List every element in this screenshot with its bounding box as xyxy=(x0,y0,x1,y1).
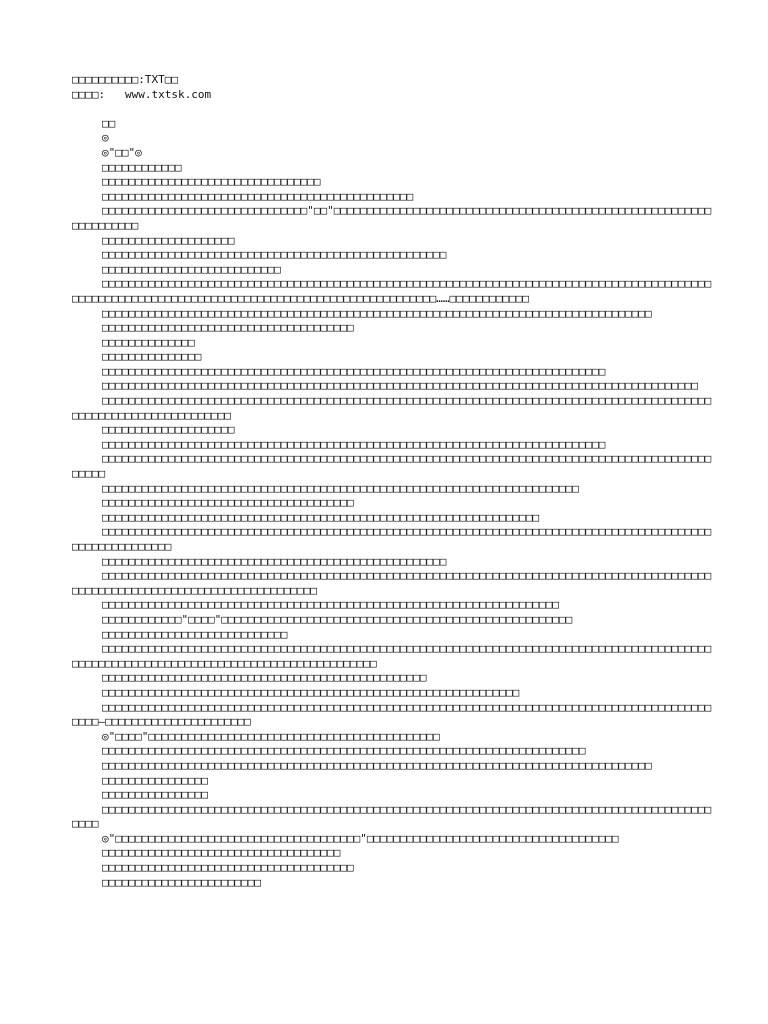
paragraph: □□□□□□□□□□□□"□□□□"□□□□□□□□□□□□□□□□□□□□□□□□□□□□□□□□□□□□□□□□□□□□□□□□□□□□□ xyxy=(102,612,573,626)
paragraph: □□□□□□□□□□□□□□□□□□□□□□□□□□□□□□□□□□□□□□□□□□□□□□□□□□□□□□□□□□□□□□□□□□□□□□□□□□□□□□□□□□□□□□□□□□□□□□□□□□□□□□□□□□□□□□□□□□□□□□□□□□□□□□□□□□□□□□□□□□ xyxy=(72,642,712,670)
paragraph: ◎"□□"◎ xyxy=(102,145,142,159)
paragraph: □□□□□□□□□□□□□□□□□□□□□□□□□□□□□□□□□□□□□□□□□□□□□□□□□□□□□□□□□□□□□□□□□□□□□□□□□□□□□□□□□□□□□□□□□□□□□□□□□ xyxy=(72,452,712,481)
paragraph: ◎"□□□□□□□□□□□□□□□□□□□□□□□□□□□□□□□□□□□□□"□□□□□□□□□□□□□□□□□□□□□□□□□□□□□□□□□□□□□□ xyxy=(102,831,619,845)
website-line: □□□□: www.txtsk.com xyxy=(72,87,212,101)
paragraph: □□□□□□□□□□□□ xyxy=(102,160,182,174)
paragraph: □□□□□□□□□□□□□□□□□□□□□□□□□□□□□□□□□□□□□□□□□□□□□□□□□□□□□□□□□□□□□□□ xyxy=(102,685,520,699)
paragraph: □□□□□□□□□□□□□□□□ xyxy=(102,773,208,787)
paragraph: □□□□□□□□□□□□□□□□□□□□□□□□□□□□□□□□□□□□□□□□□□□□□□□□□□□□□□□□□□□□□□□□□□□□□□□□□□□□□□□□□□□□□□□□□□□□□□□□□□□□□□□□□□□ xyxy=(72,525,712,553)
paragraph: □□□□□□□□□□□□□□□□□□□□□□□□□□□□□□□□□□□□□□□□□□□□□□□ xyxy=(102,189,414,203)
paragraph: □□□□□□□□□□□□□□□□□□□□□□□□□□□□□□□□□□□□□□□□□□□□□□□□□□□□ xyxy=(102,554,447,568)
paragraph: □□□□□□□□□□□□□□□□□□□□□□□□□□□□□□□□□□□□□□□□□□□□□□□□□□□□□□□□□□□□□□□□□□□□□□□□□ xyxy=(102,744,586,758)
paragraph: □□□□□□□□□□□□□□□□□□□□□□□□□□□□ xyxy=(102,627,288,641)
paragraph: □□□□□□□□□□□□□□□□□□□□□□□□□□□□□□□□□□□□□□ xyxy=(102,321,354,335)
paragraph: ◎ xyxy=(102,131,109,145)
paragraph: □□□□□□□□□□□□□□□□□□□□□□□□□□□ xyxy=(102,262,281,276)
paragraph: □□□□□□□□□□□□□□□□□□□□□□□□□□□□□□□□□□□□□□□□□□□□□□□□□□□□□□□□□□□□□□□□□□□□□□□□ xyxy=(102,481,579,495)
paragraph: □□□□□□□□□□□□□□□□□□□□□□□□□□□□□□□□□□□□□□□□□□□□□□□□□□□□□□□□□□□□□□□□□□□□□□□□□□□□ xyxy=(102,364,606,378)
paragraph: □□□□□□□□□□□□□□□□□□□□□□□□□□□□□□□□□ xyxy=(102,175,321,189)
paragraph: □□□□□□□□□□□□□□□□□□□□□□□□□□□□□□□□□□□□□□ xyxy=(102,496,354,510)
paragraph: □□□□□□□□□□□□□□□□□□□□□□□□□□□□□□□□□□□□□□□□□□□□□□□□□□□□□□□□□□□□□□□□□□□□□□□□□□□□□□□□□□□ xyxy=(102,758,652,772)
paragraph: □□□□□□□□□□□□□□□ xyxy=(102,350,202,364)
paragraph: □□□□□□□□□□□□□□ xyxy=(102,335,195,349)
paragraph: □□□□□□□□□□□□□□□□□□□□□□□□□□□□□□□"□□"□□□□□□□□□□□□□□□□□□□□□□□□□□□□□□□□□□□□□□□□□□□□□□□□□□□□□□□□□□□□□□□□□□□ xyxy=(72,204,712,232)
paragraph: □□□□□□□□□□□□□□□□□□□□ xyxy=(102,423,235,437)
paragraph: □□□□□□□□□□□□□□□□□□□□□□□□□□□□□□□□□□□□□□□□□□□□□□□□□□□□ xyxy=(102,248,447,262)
paragraph: □□□□□□□□□□□□□□□□□□□□□□□□□□□□□□□□□□□□ xyxy=(102,846,341,860)
paragraph: □□□□□□□□□□□□□□□□□□□□□□□□□□□□□□□□□□□□□□□□□□□□□□□□□□□□□□□□□□□□□□□□□□□□□ xyxy=(102,598,559,612)
paragraph: □□ xyxy=(102,116,116,130)
paragraph: □□□□□□□□□□□□□□□□□□□□□□□□□□□□□□□□□□□□□□ xyxy=(102,861,354,875)
paragraph: □□□□□□□□□□□□□□□□□□□□□□□□ xyxy=(102,875,261,889)
paragraph: □□□□□□□□□□□□□□□□□□□□□□□□□□□□□□□□□□□□□□□□□□□□□□□□□□□□□□□□□□□□□□□□□□□□□□□□□□□□□□□□□□□□□□□□□□□□□□□□□□□□□□□□□□□□□□□□□□□□□□□□□□□□□□□□□ xyxy=(72,569,712,597)
paragraph: □□□□□□□□□□□□□□□□□□□□□□□□□□□□□□□□□□□□□□□□□□□□□□□□□□□□□□□□□□□□□□□□□□□□□□□□□□□□□□□□□□□ xyxy=(102,306,652,320)
paragraph: □□□□□□□□□□□□□□□□□□□□□□□□□□□□□□□□□□□□□□□□□□□□□□□□□ xyxy=(102,671,427,685)
paragraph: □□□□□□□□□□□□□□□□□□□□ xyxy=(102,233,235,247)
paragraph: □□□□□□□□□□□□□□□□□□□□□□□□□□□□□□□□□□□□□□□□□□□□□□□□□□□□□□□□□□□□□□□□□□□□□□□□□□□□□□□□□□□□□□□□□□□□□□□□—□□□□□□□□□□□□□□□□□□□□□□ xyxy=(72,700,712,729)
paragraph: □□□□□□□□□□□□□□□□□□□□□□□□□□□□□□□□□□□□□□□□□□□□□□□□□□□□□□□□□□□□□□□□□□ xyxy=(102,510,540,524)
paragraph: □□□□□□□□□□□□□□□□□□□□□□□□□□□□□□□□□□□□□□□□□□□□□□□□□□□□□□□□□□□□□□□□□□□□□□□□□□□□□□□□□□□□□□□□□□ xyxy=(102,379,699,393)
paragraph: □□□□□□□□□□□□□□□□□□□□□□□□□□□□□□□□□□□□□□□□□□□□□□□□□□□□□□□□□□□□□□□□□□□□□□□□□□□□□□□□□□□□□□□□□□□□□□□□□□□□□□□□□□□□□□□□□□□□ xyxy=(72,394,712,422)
paragraph: □□□□□□□□□□□□□□□□□□□□□□□□□□□□□□□□□□□□□□□□□□□□□□□□□□□□□□□□□□□□□□□□□□□□□□□□□□□□□□□□□□□□□□□□□□□□□□□□□□□□□□□□□□□□□□□□□□□□□□□□□□□□□□□□□□□□□□□□□□□□□□□□□□□……□□□□□□□□□□□□ xyxy=(72,277,712,305)
source-line: □□□□□□□□□□:TXT□□ xyxy=(72,73,178,86)
paragraph: ◎"□□□□"□□□□□□□□□□□□□□□□□□□□□□□□□□□□□□□□□□□□□□□□□□□□ xyxy=(102,729,440,743)
paragraph: □□□□□□□□□□□□□□□□□□□□□□□□□□□□□□□□□□□□□□□□□□□□□□□□□□□□□□□□□□□□□□□□□□□□□□□□□□□□ xyxy=(102,437,606,451)
paragraph: □□□□□□□□□□□□□□□□ xyxy=(102,788,208,802)
document-body xyxy=(72,117,712,890)
paragraph: □□□□□□□□□□□□□□□□□□□□□□□□□□□□□□□□□□□□□□□□□□□□□□□□□□□□□□□□□□□□□□□□□□□□□□□□□□□□□□□□□□□□□□□□□□□□□□□□ xyxy=(72,802,712,831)
